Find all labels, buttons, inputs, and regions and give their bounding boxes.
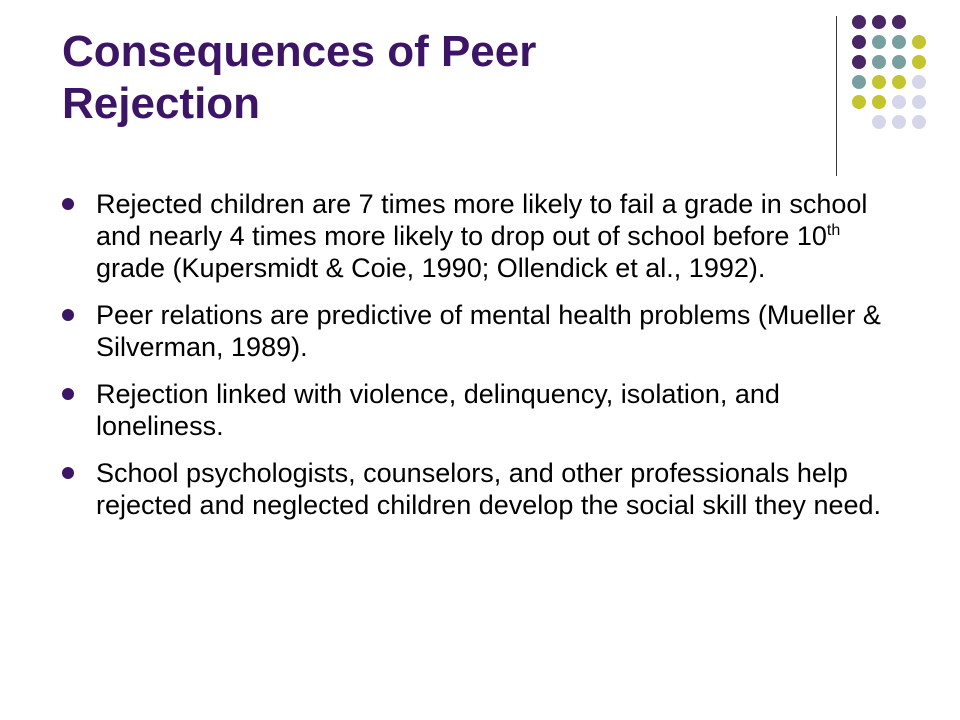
bullet-dot-icon (62, 467, 74, 479)
bullet-text-continued: grade (Kupersmidt & Coie, 1990; Ollendick et al., 1992). (96, 253, 766, 283)
bullet-dot-icon (62, 309, 74, 321)
decorative-dot-olive (872, 75, 886, 89)
title-line-1: Consequences of Peer (62, 27, 537, 76)
divider-line (836, 16, 837, 176)
decorative-dot-teal (852, 75, 866, 89)
bullet-text: Rejection linked with violence, delinquency, isolation, and loneliness. (96, 379, 780, 441)
slide-title (62, 26, 802, 130)
decorative-dot-teal (872, 35, 886, 49)
bullet-text: Peer relations are predictive of mental health problems (Mueller & Silverman, 1989). (96, 300, 881, 362)
decorative-dot-teal (872, 55, 886, 69)
decorative-dot-lavender (872, 115, 886, 129)
bullet-item-3 (60, 378, 900, 442)
decorative-dot-teal (892, 35, 906, 49)
decorative-dot-lavender (912, 115, 926, 129)
title-line-2: Rejection (62, 79, 261, 128)
bullet-list (60, 188, 900, 536)
decorative-dot-purple (852, 35, 866, 49)
bullet-dot-icon (62, 198, 74, 210)
decorative-dot-olive (852, 95, 866, 109)
bullet-item-1 (60, 188, 900, 284)
bullet-superscript: th (826, 222, 841, 239)
bullet-dot-icon (62, 388, 74, 400)
decorative-dot-olive (912, 35, 926, 49)
decorative-dot-purple (852, 15, 866, 29)
bullet-text: Rejected children are 7 times more likely to fail a grade in school and nearly 4 times more likely to drop out of school before 10 (96, 189, 868, 251)
decorative-dot-purple (892, 15, 906, 29)
decorative-dot-olive (892, 75, 906, 89)
decorative-dot-lavender (912, 95, 926, 109)
decorative-dot-lavender (912, 75, 926, 89)
decorative-dot-teal (892, 55, 906, 69)
decorative-dot-lavender (892, 95, 906, 109)
bullet-item-4 (60, 457, 900, 521)
decorative-dot-lavender (892, 115, 906, 129)
decorative-dot-purple (852, 55, 866, 69)
decorative-dot-purple (872, 15, 886, 29)
bullet-text: School psychologists, counselors, and other professionals help rejected and neglected children develop the social skill they need. (96, 458, 882, 520)
decorative-dot-olive (912, 55, 926, 69)
decorative-dot-olive (872, 95, 886, 109)
bullet-item-2 (60, 299, 900, 363)
